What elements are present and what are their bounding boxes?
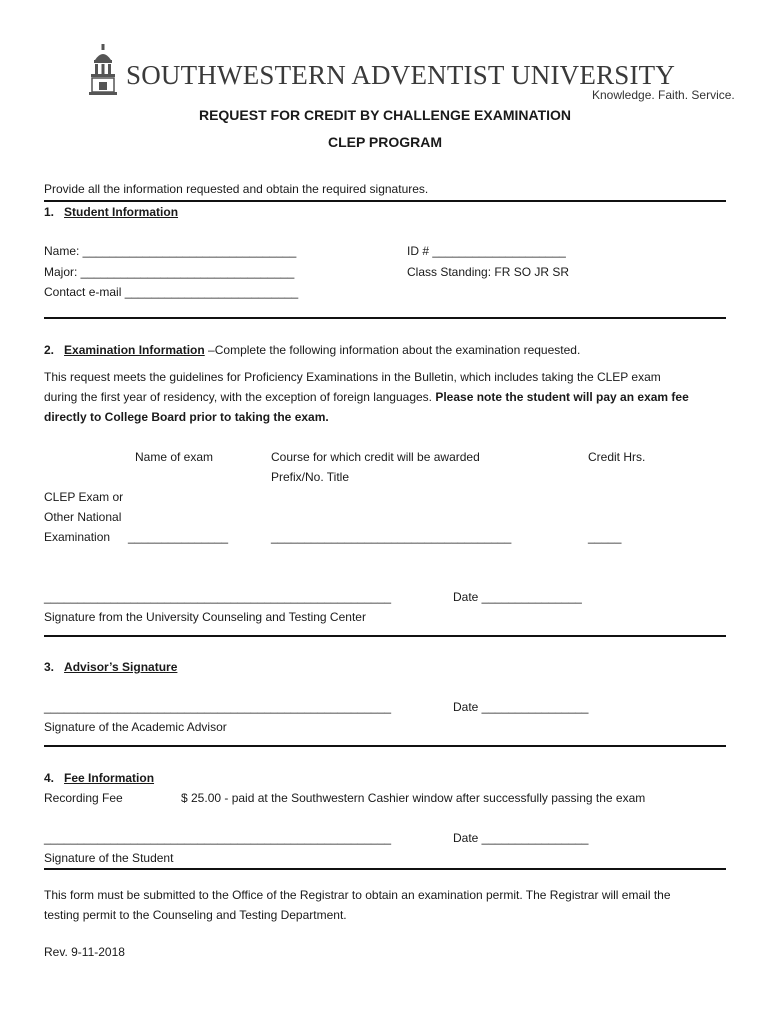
student-email-field[interactable]: Contact e-mail __________________________ [44, 285, 299, 299]
university-tagline: Knowledge. Faith. Service. [592, 88, 735, 102]
exam-row-label: Examination [44, 530, 111, 544]
section2-paragraph-line1: This request meets the guidelines for Proficiency Examinations in the Bulletin, which includes taking the CLEP exam [44, 370, 661, 384]
section-divider [44, 200, 726, 202]
advisor-signature-field[interactable]: ____________________________________________________ [44, 700, 392, 714]
counseling-date-field[interactable]: Date _______________ [453, 590, 582, 604]
section3-number: 3. [44, 660, 55, 674]
student-major-field[interactable]: Major: ________________________________ [44, 265, 295, 279]
counseling-signature-caption: Signature from the University Counseling and Testing Center [44, 610, 366, 624]
revision-date: Rev. 9-11-2018 [44, 945, 125, 959]
exam-fee-note-line2: directly to College Board prior to taking the exam. [44, 410, 329, 424]
section2-paragraph-text: during the first year of residency, with the exception of foreign languages. [44, 390, 436, 404]
recording-fee-label: Recording Fee [44, 791, 123, 805]
section1-heading [44, 205, 178, 219]
footer-instructions-line2: testing permit to the Counseling and Testing Department. [44, 908, 347, 922]
university-building-icon [88, 44, 118, 96]
advisor-signature-caption: Signature of the Academic Advisor [44, 720, 227, 734]
exam-fee-note: Please note the student will pay an exam fee [435, 390, 689, 404]
course-field[interactable]: ____________________________________ [271, 530, 512, 544]
column-header-credit-hours: Credit Hrs. [588, 450, 646, 464]
section1-number: 1. [44, 205, 55, 219]
exam-name-field[interactable]: _______________ [128, 530, 229, 544]
section2-title: Examination Information [64, 343, 205, 357]
section-divider [44, 868, 726, 870]
column-header-course: Course for which credit will be awarded [271, 450, 480, 464]
student-name-field[interactable]: Name: ________________________________ [44, 244, 297, 258]
section3-heading [44, 660, 177, 674]
section2-instructions: –Complete the following information about the examination requested. [204, 343, 581, 357]
column-header-exam-name: Name of exam [135, 450, 214, 464]
form-title: REQUEST FOR CREDIT BY CHALLENGE EXAMINATION [198, 107, 572, 123]
student-date-field[interactable]: Date ________________ [453, 831, 589, 845]
section4-title: Fee Information [64, 771, 155, 785]
exam-row-label: Other National [44, 510, 122, 524]
counseling-signature-field[interactable]: ____________________________________________________ [44, 590, 392, 604]
footer-instructions-line1: This form must be submitted to the Office of the Registrar to obtain an examination permit. The Registrar will email the [44, 888, 671, 902]
form-subtitle: CLEP PROGRAM [327, 134, 443, 150]
university-name: SOUTHWESTERN ADVENTIST UNIVERSITY [126, 60, 676, 90]
column-subheader-prefix-title: Prefix/No. Title [271, 470, 350, 484]
student-signature-caption: Signature of the Student [44, 851, 174, 865]
student-id-field[interactable]: ID # ____________________ [407, 244, 566, 258]
section2-paragraph-line2 [44, 390, 689, 404]
section3-title: Advisor’s Signature [64, 660, 178, 674]
student-signature-field[interactable]: ____________________________________________________ [44, 831, 392, 845]
advisor-date-field[interactable]: Date ________________ [453, 700, 589, 714]
section2-number: 2. [44, 343, 55, 357]
section4-heading [44, 771, 154, 785]
section-divider [44, 317, 726, 319]
recording-fee-text: $ 25.00 - paid at the Southwestern Cashier window after successfully passing the exam [181, 791, 646, 805]
section2-heading [44, 343, 580, 357]
section4-number: 4. [44, 771, 55, 785]
exam-row-label: CLEP Exam or [44, 490, 124, 504]
section-divider [44, 745, 726, 747]
section1-title: Student Information [64, 205, 179, 219]
class-standing-field[interactable]: Class Standing: FR SO JR SR [407, 265, 570, 279]
section-divider [44, 635, 726, 637]
intro-text: Provide all the information requested and obtain the required signatures. [44, 182, 429, 196]
credit-hours-field[interactable]: _____ [588, 530, 622, 544]
